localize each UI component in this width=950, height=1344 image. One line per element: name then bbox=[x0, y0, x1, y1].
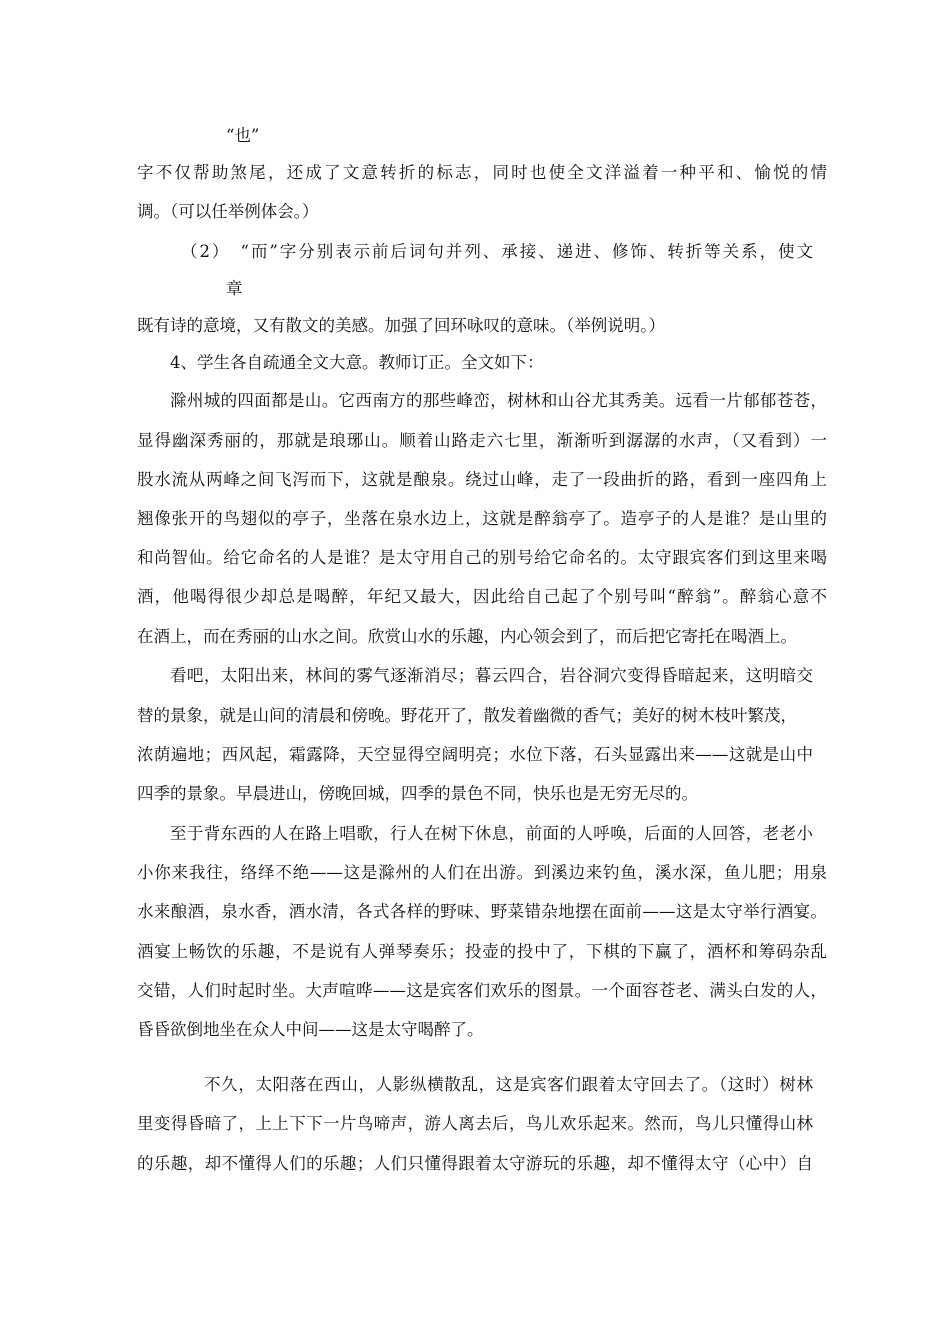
text-line: 酒宴上畅饮的乐趣，不是说有人弹琴奏乐；投壶的投中了，下棋的下赢了，酒杯和筹码杂乱 bbox=[137, 942, 827, 961]
text-line: 里变得昏暗了，上上下下一片鸟啼声，游人离去后，鸟儿欢乐起来。然而，鸟儿只懂得山林 bbox=[137, 1114, 813, 1133]
text-line: 小你来我往，络绎不绝——这是滁州的人们在出游。到溪边来钓鱼，溪水深，鱼儿肥；用泉 bbox=[137, 863, 827, 882]
text-line: 字不仅帮助煞尾，还成了文意转折的标志，同时也使全文洋溢着一种平和、愉悦的情 bbox=[137, 163, 827, 182]
text-line: 和尚智仙。给它命名的人是谁？是太守用自己的别号给它命名的。太守跟宾客们到这里来喝 bbox=[137, 548, 827, 567]
text-line: 4、学生各自疏通全文大意。教师订正。全文如下： bbox=[170, 353, 544, 372]
text-line: 至于背东西的人在路上唱歌，行人在树下休息，前面的人呼唤，后面的人回答，老老小 bbox=[170, 824, 813, 843]
text-line: 浓荫遍地；西风起，霜露降，天空显得空阔明亮；水位下落，石头显露出来——这就是山中 bbox=[137, 745, 813, 764]
text-line: 水来酿酒，泉水香，酒水清，各式各样的野味、野菜错杂地摆在面前——这是太守举行酒宴。 bbox=[137, 902, 827, 921]
text-line: 替的景象，就是山间的清晨和傍晚。野花开了，散发着幽微的香气；美好的树木枝叶繁茂， bbox=[137, 706, 797, 725]
text-line: 不久，太阳落在西山，人影纵横散乱，这是宾客们跟着太守回去了。（这时）树林 bbox=[204, 1075, 813, 1094]
text-line: 既有诗的意境，又有散文的美感。加强了回环咏叹的意味。（举例说明。） bbox=[137, 316, 665, 335]
text-line: 章 bbox=[226, 279, 243, 298]
text-line: 在酒上，而在秀丽的山水之间。欣赏山水的乐趣，内心领会到了，而后把它寄托在喝酒上。 bbox=[137, 627, 797, 646]
text-line: 四季的景象。早晨进山，傍晚回城，四季的景色不同，快乐也是无穷无尽的。 bbox=[137, 784, 698, 803]
text-line: 交错，人们时起时坐。大声喧哗——这是宾客们欢乐的图景。一个面容苍老、满头白发的人， bbox=[137, 981, 827, 1000]
text-line: 的乐趣，却不懂得人们的乐趣；人们只懂得跟着太守游玩的乐趣，却不懂得太守（心中）自 bbox=[137, 1154, 813, 1173]
text-line: 昏昏欲倒地坐在众人中间——这是太守喝醉了。 bbox=[137, 1020, 484, 1039]
text-line: 显得幽深秀丽的，那就是琅琊山。顺着山路走六七里，渐渐听到潺潺的水声，（又看到）一 bbox=[137, 431, 827, 450]
text-line: 滁州城的四面都是山。它西南方的那些峰峦，树林和山谷尤其秀美。远看一片郁郁苍苍， bbox=[170, 391, 827, 410]
text-line: 看吧，太阳出来，林间的雾气逐渐消尽；暮云四合，岩谷洞穴变得昏暗起来，这明暗交 bbox=[170, 666, 813, 685]
text-line: 股水流从两峰之间飞泻而下，这就是酿泉。绕过山峰，走了一段曲折的路，看到一座四角上 bbox=[137, 470, 827, 489]
text-line: 调。（可以任举例体会。） bbox=[137, 202, 319, 221]
text-line: 翘像张开的鸟翅似的亭子，坐落在泉水边上，这就是醉翁亭了。造亭子的人是谁？是山里的 bbox=[137, 509, 827, 528]
text-line: 酒，他喝得很少却总是喝醉，年纪又最大，因此给自己起了个别号叫“醉翁”。醉翁心意不 bbox=[137, 587, 827, 606]
text-line: “也” bbox=[226, 126, 260, 145]
text-line: （2） “而”字分别表示前后词句并列、承接、递进、修饰、转折等关系，使文 bbox=[181, 242, 813, 261]
